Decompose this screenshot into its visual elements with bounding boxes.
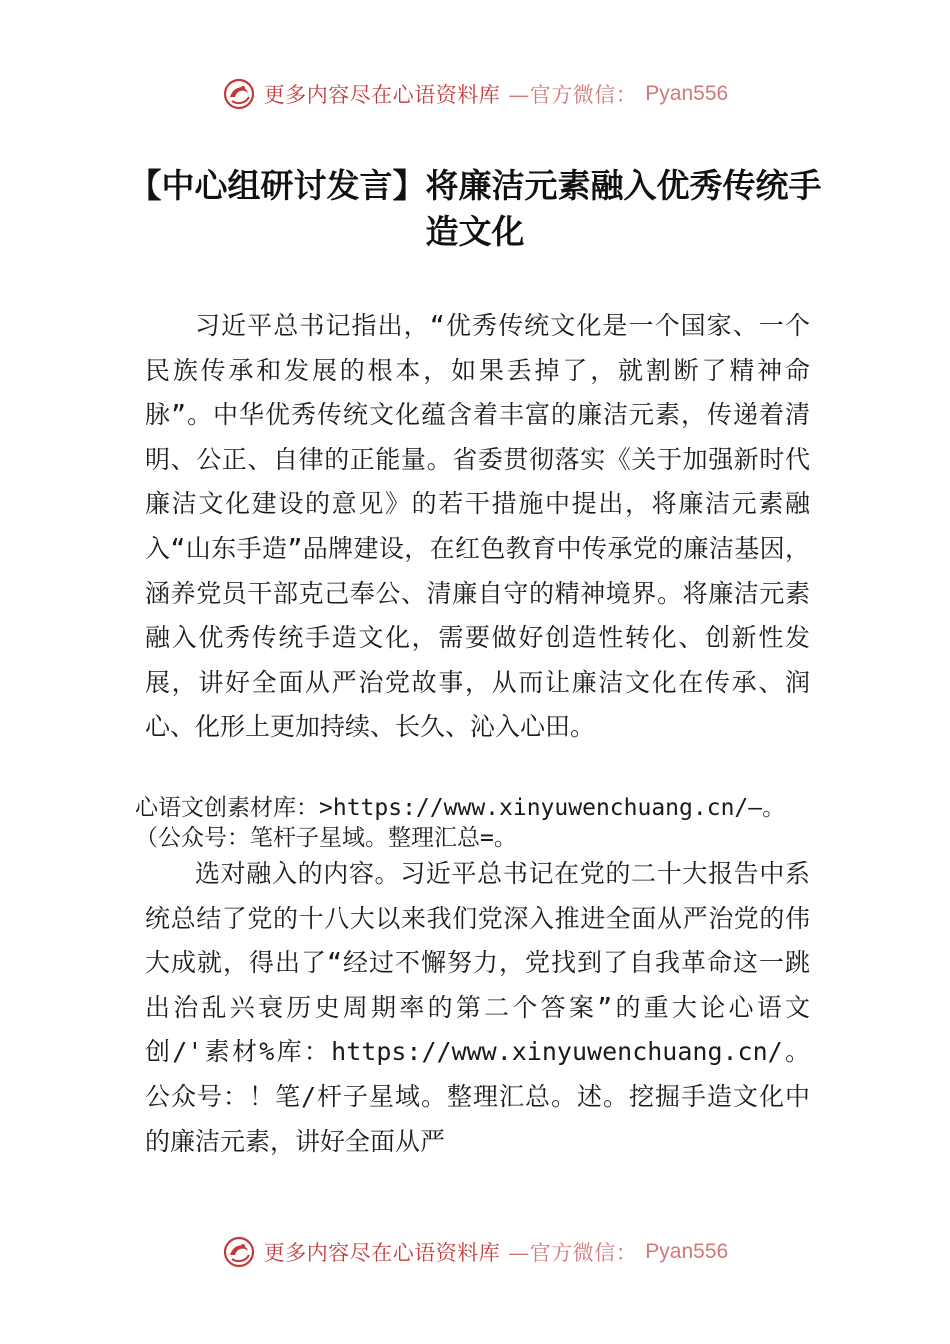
body-paragraph-1: 习近平总书记指出，“优秀传统文化是一个国家、一个民族传承和发展的根本，如果丢掉了，就割断了精神命脉”。中华优秀传统文化蕴含着丰富的廉洁元素，传递着清明、公正、自律的正能量。省委贯彻落实《关于加强新时代廉洁文化建设的意见》的若干措施中提出，将廉洁元素融入“山东手造”品牌建设，在红色教育中传承党的廉洁基因，涵养党员干部克己奉公、清廉自守的精神境界。将廉洁元素融入优秀传统手造文化，需要做好创造性转化、创新性发展，讲好全面从严治党故事，从而让廉洁文化在传承、润心、化形上更加持续、长久、沁入心田。 (145, 311, 810, 742)
swirl-logo-icon (222, 1235, 256, 1269)
header-watermark-banner (0, 74, 950, 114)
inserted-line-1: 心语文创素材库：>https://www.xinyuwenchuang.cn/—。 (135, 795, 786, 821)
document-title: 【中心组研讨发言】将廉洁元素融入优秀传统手造文化 (128, 166, 822, 251)
wechat-id: Pyan556 (645, 82, 729, 105)
footer-watermark-banner (0, 1232, 950, 1272)
promo-text: 更多内容尽在心语资料库 (263, 83, 501, 107)
wechat-label: —官方微信： (508, 1241, 638, 1265)
wechat-id: Pyan556 (645, 1240, 729, 1263)
wechat-label: —官方微信： (508, 83, 638, 107)
swirl-logo-icon (222, 77, 256, 111)
inserted-watermark-text (135, 793, 825, 853)
promo-text: 更多内容尽在心语资料库 (263, 1241, 501, 1265)
inserted-line-2: （公众号：笔杆子星域。整理汇总=。 (135, 825, 517, 851)
body-paragraph-2: 选对融入的内容。习近平总书记在党的二十大报告中系统总结了党的十八大以来我们党深入推进全面从严治党的伟大成就，得出了“经过不懈努力，党找到了自我革命这一跳出治乱兴衰历史周期率的第二个答案”的重大论心语文创/'素材%库：https://www.xinyuwenchuang.cn/。公众号：！笔/杆子星域。整理汇总。述。挖掘手造文化中的廉洁元素，讲好全面从严 (145, 859, 810, 1156)
